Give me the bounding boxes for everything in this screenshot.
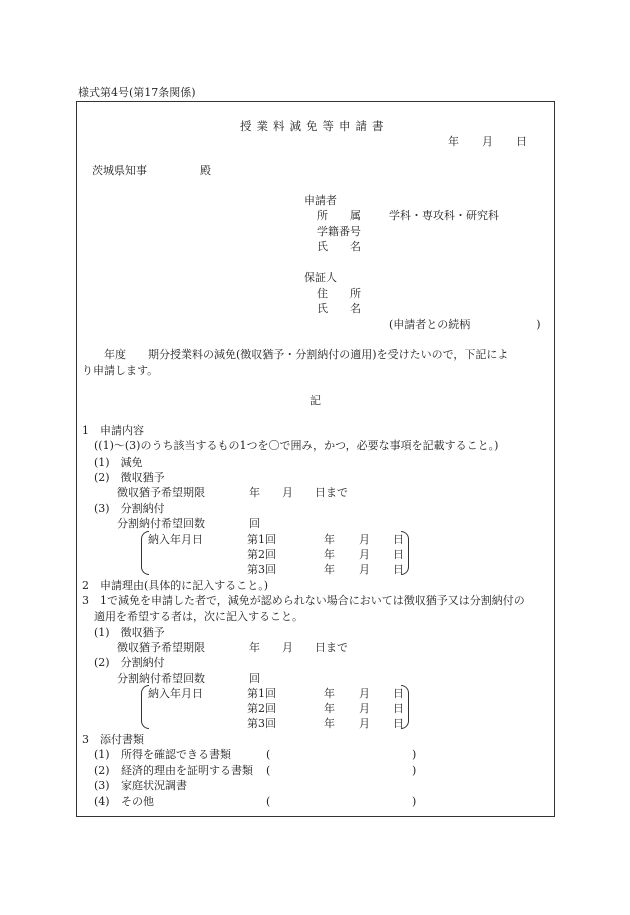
date-year: 年 — [448, 135, 459, 148]
section3-deferral-line: 徴収猶予希望期限 年 月 日まで — [117, 641, 348, 654]
section1-payment-number: 第1回 — [247, 533, 276, 546]
section3-line-2: 適用を希望する者は，次に記入すること。 — [94, 610, 303, 623]
attachment-number: (3) — [94, 779, 110, 792]
section1-payment-number: 第2回 — [247, 548, 276, 561]
section1-payment-day: 日 — [393, 533, 404, 546]
section1-payment-number: 第3回 — [247, 563, 276, 576]
attachment-open-paren: ( — [266, 764, 271, 777]
attachment-number: (4) — [94, 795, 110, 808]
attachment-label: 家庭状況調書 — [121, 779, 187, 792]
attachment-number: (2) — [94, 764, 110, 777]
addressee-name: 茨城県知事 — [92, 164, 147, 177]
attachment-open-paren: ( — [266, 748, 271, 761]
section1-payment-date-label: 納入年月日 — [148, 533, 203, 546]
affiliation-value: 学科・専攻科・研究科 — [389, 209, 499, 222]
section1-note: ((1)～(3)のうち該当するもの1つを〇で囲み，かつ，必要な事項を記載すること。) — [94, 439, 499, 452]
section3-payment-year: 年 — [324, 717, 335, 730]
attachment-close-paren: ) — [412, 748, 417, 761]
section3-payment-month: 月 — [359, 687, 370, 700]
section3-payment-year: 年 — [324, 702, 335, 715]
section3-payment-month: 月 — [359, 717, 370, 730]
section3-payment-day: 日 — [393, 717, 404, 730]
affiliation-label: 所 属 — [317, 209, 361, 222]
attachment-label: 所得を確認できる書類 — [121, 748, 231, 761]
section1-payment-year: 年 — [324, 563, 335, 576]
section1-payment-month: 月 — [359, 563, 370, 576]
section3-item-1: (1) 徴収猶予 — [94, 626, 165, 639]
section1-payment-year: 年 — [324, 548, 335, 561]
form-number: 様式第4号(第17条関係) — [78, 86, 196, 99]
section3-payment-date-label: 納入年月日 — [148, 687, 203, 700]
applicant-heading: 申請者 — [304, 194, 337, 207]
form-title: 授業料減免等申請書 — [240, 119, 389, 133]
section1-item-1: (1) 減免 — [94, 456, 143, 469]
section1-payment-year: 年 — [324, 533, 335, 546]
guarantor-relation: (申請者との続柄 ) — [389, 318, 541, 331]
section1-payment-month: 月 — [359, 533, 370, 546]
section1-deferral-line: 徴収猶予希望期限 年 月 日まで — [117, 486, 348, 499]
guarantor-address-label: 住 所 — [317, 287, 361, 300]
guarantor-heading: 保証人 — [304, 271, 337, 284]
section3-payment-number: 第2回 — [247, 702, 276, 715]
date-month: 月 — [482, 135, 493, 148]
section3-payment-month: 月 — [359, 702, 370, 715]
attachment-label: その他 — [121, 795, 154, 808]
section2-heading: 2 申請理由(具体的に記入すること。) — [82, 579, 269, 592]
attachment-close-paren: ) — [412, 795, 417, 808]
student-id-label: 学籍番号 — [317, 225, 361, 238]
request-line-1: 年度 期分授業料の減免(徴収猶予・分割納付の適用)を受けたいので，下記によ — [82, 348, 509, 361]
section4-heading: 3 添付書類 — [82, 733, 144, 746]
section3-line-1: 3 1で減免を申請した者で，減免が認められない場合においては徴収猶予又は分割納付の — [82, 594, 525, 607]
section1-item-3: (3) 分割納付 — [94, 502, 165, 515]
section3-payment-number: 第3回 — [247, 717, 276, 730]
ki-heading: 記 — [310, 394, 321, 407]
section3-payment-day: 日 — [393, 687, 404, 700]
section3-item-2: (2) 分割納付 — [94, 656, 165, 669]
request-line-2: り申請します。 — [82, 364, 159, 377]
attachment-close-paren: ) — [412, 764, 417, 777]
section3-payment-day: 日 — [393, 702, 404, 715]
addressee-honorific: 殿 — [200, 164, 211, 177]
date-day: 日 — [516, 135, 527, 148]
section3-payment-number: 第1回 — [247, 687, 276, 700]
section3-installment-count: 分割納付希望回数 回 — [117, 672, 260, 685]
section3-payment-year: 年 — [324, 687, 335, 700]
section1-heading: 1 申請内容 — [82, 424, 144, 437]
section1-installment-count: 分割納付希望回数 回 — [117, 517, 260, 530]
attachment-label: 経済的理由を証明する書類 — [121, 764, 253, 777]
guarantor-name-label: 氏 名 — [317, 302, 361, 315]
section1-payment-day: 日 — [393, 548, 404, 561]
applicant-name-label: 氏 名 — [317, 240, 361, 253]
attachment-open-paren: ( — [266, 795, 271, 808]
attachment-number: (1) — [94, 748, 110, 761]
section1-payment-day: 日 — [393, 563, 404, 576]
section1-item-2: (2) 徴収猶予 — [94, 471, 165, 484]
section1-payment-month: 月 — [359, 548, 370, 561]
